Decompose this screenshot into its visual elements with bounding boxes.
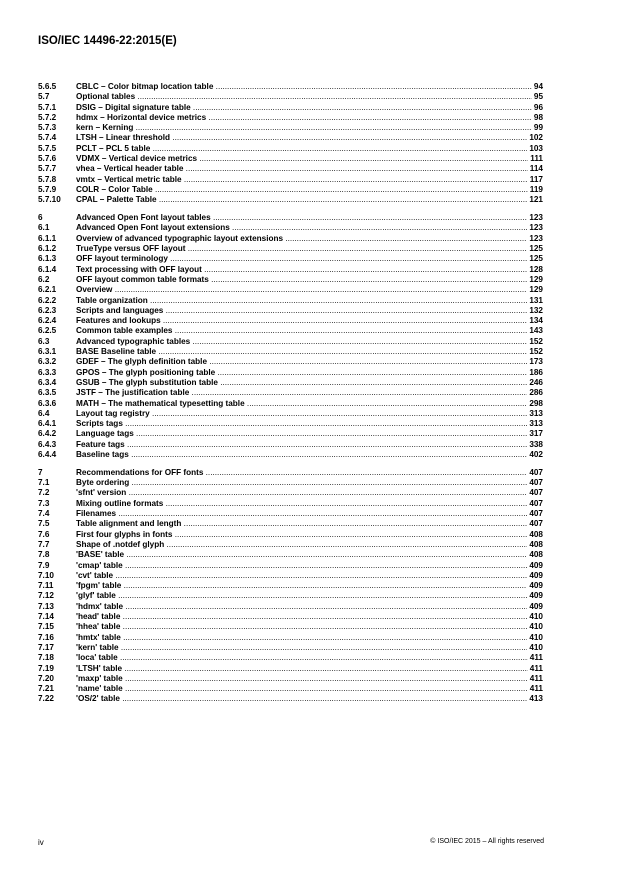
- toc-entry-title: 'loca' table .....: [76, 653, 528, 663]
- toc-entry-title: Mixing outline formats .....: [76, 499, 527, 509]
- toc-entry-page: 407: [529, 478, 543, 488]
- toc-entry-title: Layout tag registry .....: [76, 409, 527, 419]
- toc-entry-page: 99: [533, 123, 543, 133]
- toc-entry-page: 114: [529, 164, 543, 174]
- toc-entry[interactable]: [38, 540, 543, 550]
- toc-entry-title: Scripts and languages .....: [76, 306, 527, 316]
- toc-entry[interactable]: [38, 234, 543, 244]
- toc-entry-number: 7.11: [38, 581, 54, 591]
- toc-entry-title: Baseline tags .....: [76, 450, 527, 460]
- toc-entry[interactable]: [38, 368, 543, 378]
- toc-entry-title: Filenames .....: [76, 509, 527, 519]
- toc-entry-number: 7.13: [38, 601, 54, 611]
- toc-entry-number: 7.12: [38, 591, 54, 601]
- toc-entry-title: Overview .....: [76, 285, 527, 295]
- toc-entry[interactable]: [38, 326, 543, 336]
- toc-entry[interactable]: [38, 103, 543, 113]
- toc-entry-page: 98: [533, 112, 543, 122]
- toc-entry-number: 5.6.5: [38, 82, 57, 91]
- toc-entry-page: 129: [529, 285, 543, 295]
- toc-entry-page: 173: [529, 357, 543, 367]
- toc-entry[interactable]: [38, 113, 543, 123]
- toc-entry-number: 5.7.7: [38, 164, 57, 174]
- toc-entry-number: 6.4.1: [38, 419, 57, 429]
- toc-entry-number: 6: [38, 213, 43, 223]
- toc-entry-number: 7.22: [38, 694, 54, 704]
- toc-entry-number: 6.1.4: [38, 264, 57, 274]
- toc-entry[interactable]: [38, 244, 543, 254]
- toc-entry-page: 407: [529, 488, 543, 498]
- toc-entry[interactable]: [38, 633, 543, 643]
- toc-entry-page: 408: [529, 539, 543, 549]
- toc-entry-number: 6.3.5: [38, 388, 57, 398]
- toc-entry-page: 402: [529, 449, 543, 459]
- toc-entry-title: Optional tables .....: [76, 92, 532, 102]
- toc-entry-page: 409: [529, 591, 543, 601]
- toc-entry[interactable]: [38, 265, 543, 275]
- toc-entry-page: 125: [529, 244, 543, 254]
- toc-entry-page: 95: [533, 92, 543, 102]
- toc-entry[interactable]: [38, 175, 543, 185]
- toc-entry-title: 'name' table .....: [76, 684, 528, 694]
- toc-entry-number: 6.4.3: [38, 439, 57, 449]
- toc-entry-page: 313: [529, 419, 543, 429]
- toc-entry-page: 411: [529, 663, 543, 673]
- toc-entry-title: 'cvt' table .....: [76, 571, 527, 581]
- toc-entry[interactable]: [38, 92, 543, 102]
- toc-entry-number: 7.5: [38, 519, 50, 529]
- toc-entry[interactable]: [38, 440, 543, 450]
- toc-entry-title: 'kern' table .....: [76, 643, 527, 653]
- toc-entry-page: 123: [529, 213, 543, 223]
- toc-entry-page: 96: [533, 102, 543, 112]
- toc-entry-number: 5.7.8: [38, 174, 57, 184]
- toc-entry-title: 'sfnt' version .....: [76, 488, 527, 498]
- toc-entry[interactable]: [38, 144, 543, 154]
- toc-entry-number: 6.3.2: [38, 357, 57, 367]
- toc-entry-title: Advanced Open Font layout tables .....: [76, 213, 527, 223]
- toc-entry-page: 128: [529, 264, 543, 274]
- toc-entry-number: 7.1: [38, 478, 50, 488]
- toc-entry-number: 7.16: [38, 632, 54, 642]
- toc-entry-title: CPAL – Palette Table .....: [76, 195, 527, 205]
- toc-entry-title: 'BASE' table .....: [76, 550, 527, 560]
- toc-entry-page: 410: [529, 632, 543, 642]
- toc-entry-title: First four glyphs in fonts .....: [76, 530, 527, 540]
- toc-entry-title: vmtx – Vertical metric table .....: [76, 175, 528, 185]
- toc-entry-number: 6.3.6: [38, 398, 57, 408]
- toc-entry-page: 411: [529, 653, 543, 663]
- toc-entry-number: 5.7.10: [38, 195, 61, 205]
- toc-entry-title: OFF layout terminology .....: [76, 254, 527, 264]
- toc-entry[interactable]: [38, 550, 543, 560]
- toc-entry[interactable]: [38, 664, 543, 674]
- toc-entry-page: 409: [529, 570, 543, 580]
- toc-entry-number: 7.17: [38, 642, 54, 652]
- toc-entry-title: Advanced Open Font layout extensions .....: [76, 223, 527, 233]
- toc-entry[interactable]: [38, 357, 543, 367]
- toc-entry[interactable]: [38, 82, 543, 92]
- toc-entry-page: 407: [529, 498, 543, 508]
- toc-entry-number: 6.4.4: [38, 449, 57, 459]
- toc-entry[interactable]: [38, 164, 543, 174]
- toc-entry-title: 'glyf' table .....: [76, 591, 527, 601]
- toc-entry-title: 'hmtx' table .....: [76, 633, 527, 643]
- toc-entry-number: 5.7.5: [38, 143, 57, 153]
- toc-entry-page: 186: [529, 367, 543, 377]
- toc-entry-page: 413: [529, 694, 543, 704]
- toc-entry-title: LTSH – Linear threshold .....: [76, 133, 527, 143]
- toc-entry-page: 102: [529, 133, 543, 143]
- toc-entry[interactable]: [38, 378, 543, 388]
- toc-entry-title: Table organization .....: [76, 296, 527, 306]
- toc-entry[interactable]: [38, 468, 543, 478]
- toc-entry-number: 7.2: [38, 488, 50, 498]
- toc-entry-number: 7.20: [38, 673, 54, 683]
- toc-entry-page: 134: [529, 316, 543, 326]
- toc-entry-number: 5.7.3: [38, 123, 57, 133]
- toc-entry-title: Table alignment and length .....: [76, 519, 527, 529]
- toc-entry[interactable]: [38, 530, 543, 540]
- toc-entry[interactable]: [38, 185, 543, 195]
- toc-entry[interactable]: [38, 154, 543, 164]
- toc-entry[interactable]: [38, 571, 543, 581]
- toc-entry-page: 152: [529, 347, 543, 357]
- toc-entry[interactable]: [38, 694, 543, 704]
- toc-entry-title: Shape of .notdef glyph .....: [76, 540, 527, 550]
- toc-entry-number: 7.15: [38, 622, 54, 632]
- toc-entry[interactable]: [38, 337, 543, 347]
- toc-entry-number: 5.7.9: [38, 184, 57, 194]
- toc-entry-page: 313: [529, 408, 543, 418]
- toc-entry-page: 152: [529, 336, 543, 346]
- toc-entry-page: 123: [529, 223, 543, 233]
- toc-entry-number: 7.14: [38, 612, 54, 622]
- toc-entry-number: 5.7.1: [38, 102, 57, 112]
- toc-entry-number: 6.1.1: [38, 233, 57, 243]
- toc-entry-number: 5.7.6: [38, 154, 57, 164]
- toc-entry[interactable]: [38, 275, 543, 285]
- toc-entry-title: 'hdmx' table .....: [76, 602, 527, 612]
- toc-entry-title: Advanced typographic tables .....: [76, 337, 527, 347]
- toc-entry-title: DSIG – Digital signature table .....: [76, 103, 532, 113]
- toc-entry-title: Feature tags .....: [76, 440, 527, 450]
- toc-entry-number: 7.8: [38, 550, 50, 560]
- toc-entry[interactable]: [38, 684, 543, 694]
- toc-entry-number: 6.4.2: [38, 429, 57, 439]
- toc-entry[interactable]: [38, 195, 543, 205]
- toc-entry-page: 117: [529, 174, 543, 184]
- toc-entry[interactable]: [38, 285, 543, 295]
- toc-entry-title: 'maxp' table .....: [76, 674, 528, 684]
- toc-entry-page: 409: [529, 560, 543, 570]
- toc-entry[interactable]: [38, 643, 543, 653]
- toc-entry[interactable]: [38, 622, 543, 632]
- toc-entry[interactable]: [38, 509, 543, 519]
- toc-entry-page: 94: [533, 82, 543, 91]
- toc-entry-title: BASE Baseline table .....: [76, 347, 527, 357]
- toc-entry[interactable]: [38, 316, 543, 326]
- toc-entry[interactable]: [38, 133, 543, 143]
- toc-entry[interactable]: [38, 488, 543, 498]
- toc-entry-title: 'OS/2' table .....: [76, 694, 527, 704]
- toc-entry-page: 119: [529, 184, 543, 194]
- toc-entry-page: 409: [529, 581, 543, 591]
- toc-entry-page: 125: [529, 254, 543, 264]
- toc-entry[interactable]: [38, 409, 543, 419]
- toc-entry-title: VDMX – Vertical device metrics .....: [76, 154, 528, 164]
- toc-entry[interactable]: [38, 123, 543, 133]
- toc-entry-title: Byte ordering .....: [76, 478, 527, 488]
- toc-entry[interactable]: [38, 347, 543, 357]
- toc-entry-page: 129: [529, 274, 543, 284]
- toc-entry[interactable]: [38, 653, 543, 663]
- toc-entry-title: Recommendations for OFF fonts .....: [76, 468, 527, 478]
- toc-entry-number: 7.6: [38, 529, 50, 539]
- toc-entry-number: 6.3.1: [38, 347, 57, 357]
- toc-entry-number: 6.1.2: [38, 244, 57, 254]
- table-of-contents: [38, 82, 543, 712]
- toc-entry-page: 132: [529, 305, 543, 315]
- toc-entry-number: 6.3.3: [38, 367, 57, 377]
- toc-entry[interactable]: [38, 561, 543, 571]
- toc-entry-number: 7.3: [38, 498, 50, 508]
- toc-entry-page: 408: [529, 529, 543, 539]
- toc-entry[interactable]: [38, 450, 543, 460]
- toc-entry-number: 6.2.1: [38, 285, 57, 295]
- footer-copyright: © ISO/IEC 2015 – All rights reserved: [430, 838, 544, 845]
- toc-entry[interactable]: [38, 519, 543, 529]
- toc-entry-number: 6.3.4: [38, 377, 57, 387]
- toc-entry-page: 411: [529, 673, 543, 683]
- toc-entry-page: 103: [529, 143, 543, 153]
- toc-entry-page: 410: [529, 612, 543, 622]
- toc-entry[interactable]: [38, 429, 543, 439]
- toc-entry-title: Language tags .....: [76, 429, 527, 439]
- toc-entry-title: 'fpgm' table .....: [76, 581, 527, 591]
- toc-entry-page: 298: [529, 398, 543, 408]
- toc-entry-number: 5.7: [38, 92, 50, 102]
- toc-entry-number: 6.2.5: [38, 326, 57, 336]
- toc-entry-number: 7.19: [38, 663, 54, 673]
- toc-entry-number: 7.9: [38, 560, 50, 570]
- toc-entry-page: 131: [529, 295, 543, 305]
- toc-entry-number: 7.10: [38, 570, 54, 580]
- toc-entry-title: JSTF – The justification table .....: [76, 388, 527, 398]
- toc-entry[interactable]: [38, 399, 543, 409]
- toc-entry[interactable]: [38, 223, 543, 233]
- toc-entry-page: 407: [529, 509, 543, 519]
- toc-entry[interactable]: [38, 296, 543, 306]
- toc-group: [38, 213, 543, 460]
- footer-page-number: iv: [38, 838, 44, 847]
- toc-group: [38, 82, 543, 206]
- toc-entry-title: hdmx – Horizontal device metrics .....: [76, 113, 532, 123]
- toc-entry-page: 411: [529, 684, 543, 694]
- toc-group: [38, 468, 543, 705]
- toc-entry-number: 6.2.2: [38, 295, 57, 305]
- toc-entry-number: 5.7.4: [38, 133, 57, 143]
- toc-entry-title: MATH – The mathematical typesetting table .....: [76, 399, 527, 409]
- toc-entry-title: COLR – Color Table .....: [76, 185, 528, 195]
- toc-entry-title: OFF layout common table formats .....: [76, 275, 527, 285]
- toc-entry-number: 6.2.3: [38, 305, 57, 315]
- toc-entry-title: GSUB – The glyph substitution table .....: [76, 378, 527, 388]
- toc-entry-title: Features and lookups .....: [76, 316, 527, 326]
- toc-entry-title: 'head' table .....: [76, 612, 527, 622]
- toc-entry[interactable]: [38, 306, 543, 316]
- toc-entry-title: 'LTSH' table .....: [76, 664, 528, 674]
- toc-entry-page: 409: [529, 601, 543, 611]
- toc-entry-title: TrueType versus OFF layout .....: [76, 244, 527, 254]
- toc-entry-title: Common table examples .....: [76, 326, 527, 336]
- toc-entry[interactable]: [38, 581, 543, 591]
- toc-entry-title: Scripts tags .....: [76, 419, 527, 429]
- toc-entry-number: 5.7.2: [38, 112, 57, 122]
- toc-entry-number: 6.1.3: [38, 254, 57, 264]
- toc-entry-page: 143: [529, 326, 543, 336]
- toc-entry-number: 6.2: [38, 274, 50, 284]
- toc-entry-page: 407: [529, 467, 543, 477]
- toc-entry-number: 7.18: [38, 653, 54, 663]
- toc-entry-number: 6.2.4: [38, 316, 57, 326]
- toc-entry-title: GDEF – The glyph definition table .....: [76, 357, 527, 367]
- toc-entry-page: 111: [530, 154, 543, 164]
- toc-entry[interactable]: [38, 419, 543, 429]
- toc-entry-number: 7.4: [38, 509, 50, 519]
- toc-entry-page: 410: [529, 622, 543, 632]
- toc-entry-number: 7.7: [38, 539, 50, 549]
- toc-entry-page: 338: [529, 439, 543, 449]
- toc-entry[interactable]: [38, 388, 543, 398]
- toc-entry[interactable]: [38, 499, 543, 509]
- toc-entry-number: 6.1: [38, 223, 50, 233]
- toc-entry-title: 'cmap' table .....: [76, 561, 527, 571]
- toc-entry-page: 407: [529, 519, 543, 529]
- toc-entry-title: 'hhea' table .....: [76, 622, 527, 632]
- toc-entry-title: Text processing with OFF layout .....: [76, 265, 527, 275]
- toc-entry[interactable]: [38, 674, 543, 684]
- toc-entry-page: 408: [529, 550, 543, 560]
- toc-entry-title: GPOS – The glyph positioning table .....: [76, 368, 527, 378]
- toc-entry[interactable]: [38, 612, 543, 622]
- toc-entry-page: 123: [529, 233, 543, 243]
- toc-entry-page: 317: [529, 429, 543, 439]
- toc-entry-page: 121: [529, 195, 543, 205]
- toc-entry-title: PCLT – PCL 5 table .....: [76, 144, 527, 154]
- toc-entry-page: 286: [529, 388, 543, 398]
- toc-entry-page: 246: [529, 377, 543, 387]
- toc-entry-number: 6.4: [38, 408, 50, 418]
- toc-entry-title: Overview of advanced typographic layout extensions .....: [76, 234, 527, 244]
- toc-entry[interactable]: [38, 602, 543, 612]
- document-id-header: ISO/IEC 14496-22:2015(E): [38, 35, 177, 47]
- toc-entry[interactable]: [38, 591, 543, 601]
- toc-entry-title: CBLC – Color bitmap location table .....: [76, 82, 532, 92]
- toc-entry-page: 410: [529, 642, 543, 652]
- toc-entry-title: vhea – Vertical header table .....: [76, 164, 528, 174]
- toc-entry-number: 7.21: [38, 684, 54, 694]
- toc-entry[interactable]: [38, 478, 543, 488]
- toc-entry-number: 6.3: [38, 336, 50, 346]
- toc-entry-number: 7: [38, 467, 43, 477]
- toc-entry-title: kern – Kerning .....: [76, 123, 532, 133]
- toc-entry[interactable]: [38, 213, 543, 223]
- toc-entry[interactable]: [38, 254, 543, 264]
